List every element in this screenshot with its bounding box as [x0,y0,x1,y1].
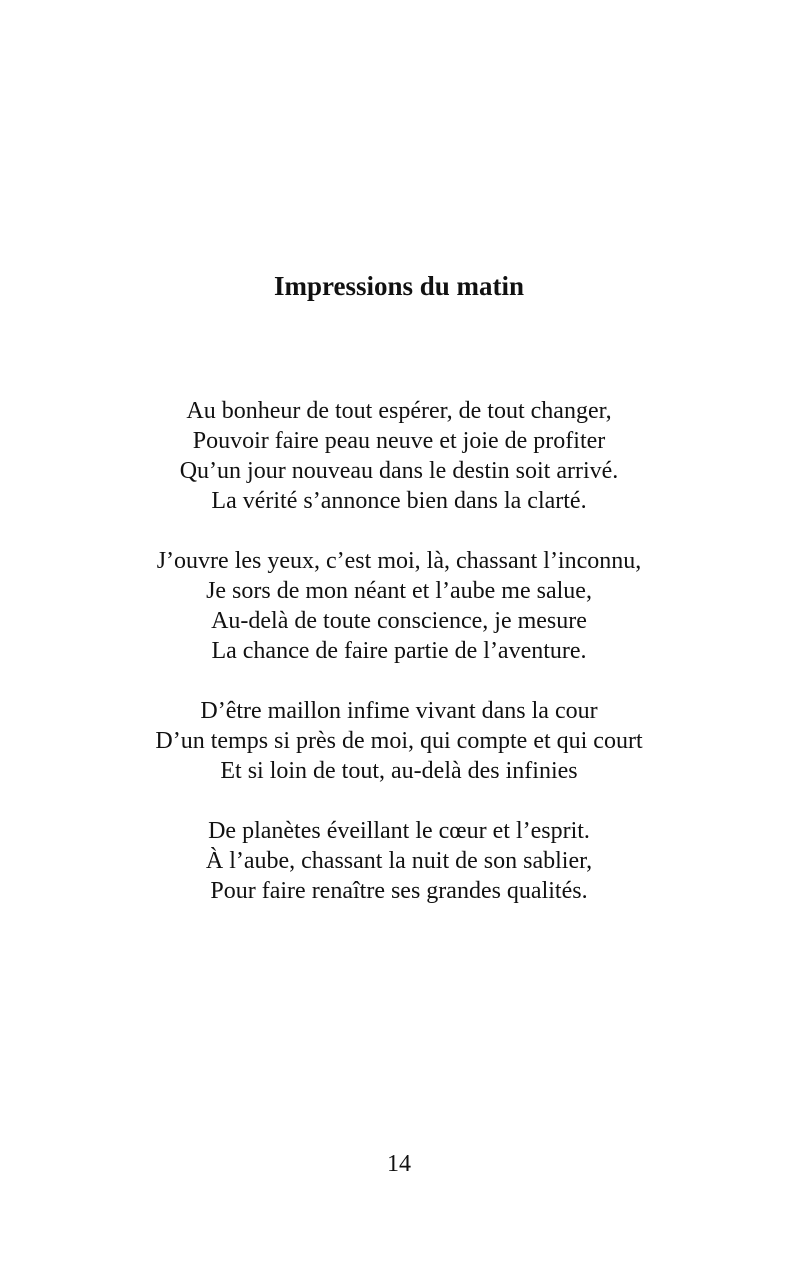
verse-line: Pouvoir faire peau neuve et joie de profiter [192,428,606,454]
verse-line: La chance de faire partie de l’aventure. [211,638,587,664]
verse-line: Pour faire renaître ses grandes qualités. [210,878,588,904]
verse-line: La vérité s’annonce bien dans la clarté. [211,488,587,514]
verse-line: De planètes éveillant le cœur et l’esprit. [208,818,590,844]
stanza-2 [0,546,798,666]
verse-line: À l’aube, chassant la nuit de son sablier, [205,848,593,874]
verse-line: Au bonheur de tout espérer, de tout changer, [186,398,612,424]
verse-line: Au-delà de toute conscience, je mesure [211,608,587,634]
page-number: 14 [387,1151,411,1177]
verse-line: Je sors de mon néant et l’aube me salue, [206,578,592,604]
verse-line: J’ouvre les yeux, c’est moi, là, chassant l’inconnu, [156,548,642,574]
verse-line: Et si loin de tout, au-delà des infinies [220,758,578,784]
poem-title: Impressions du matin [273,271,525,301]
verse-line: D’un temps si près de moi, qui compte et qui court [155,728,643,754]
stanza-3 [0,696,798,786]
stanza-1 [0,396,798,516]
stanza-4 [0,816,798,906]
poem-body [0,396,798,936]
verse-line: Qu’un jour nouveau dans le destin soit arrivé. [179,458,619,484]
verse-line: D’être maillon infime vivant dans la cour [200,698,598,724]
